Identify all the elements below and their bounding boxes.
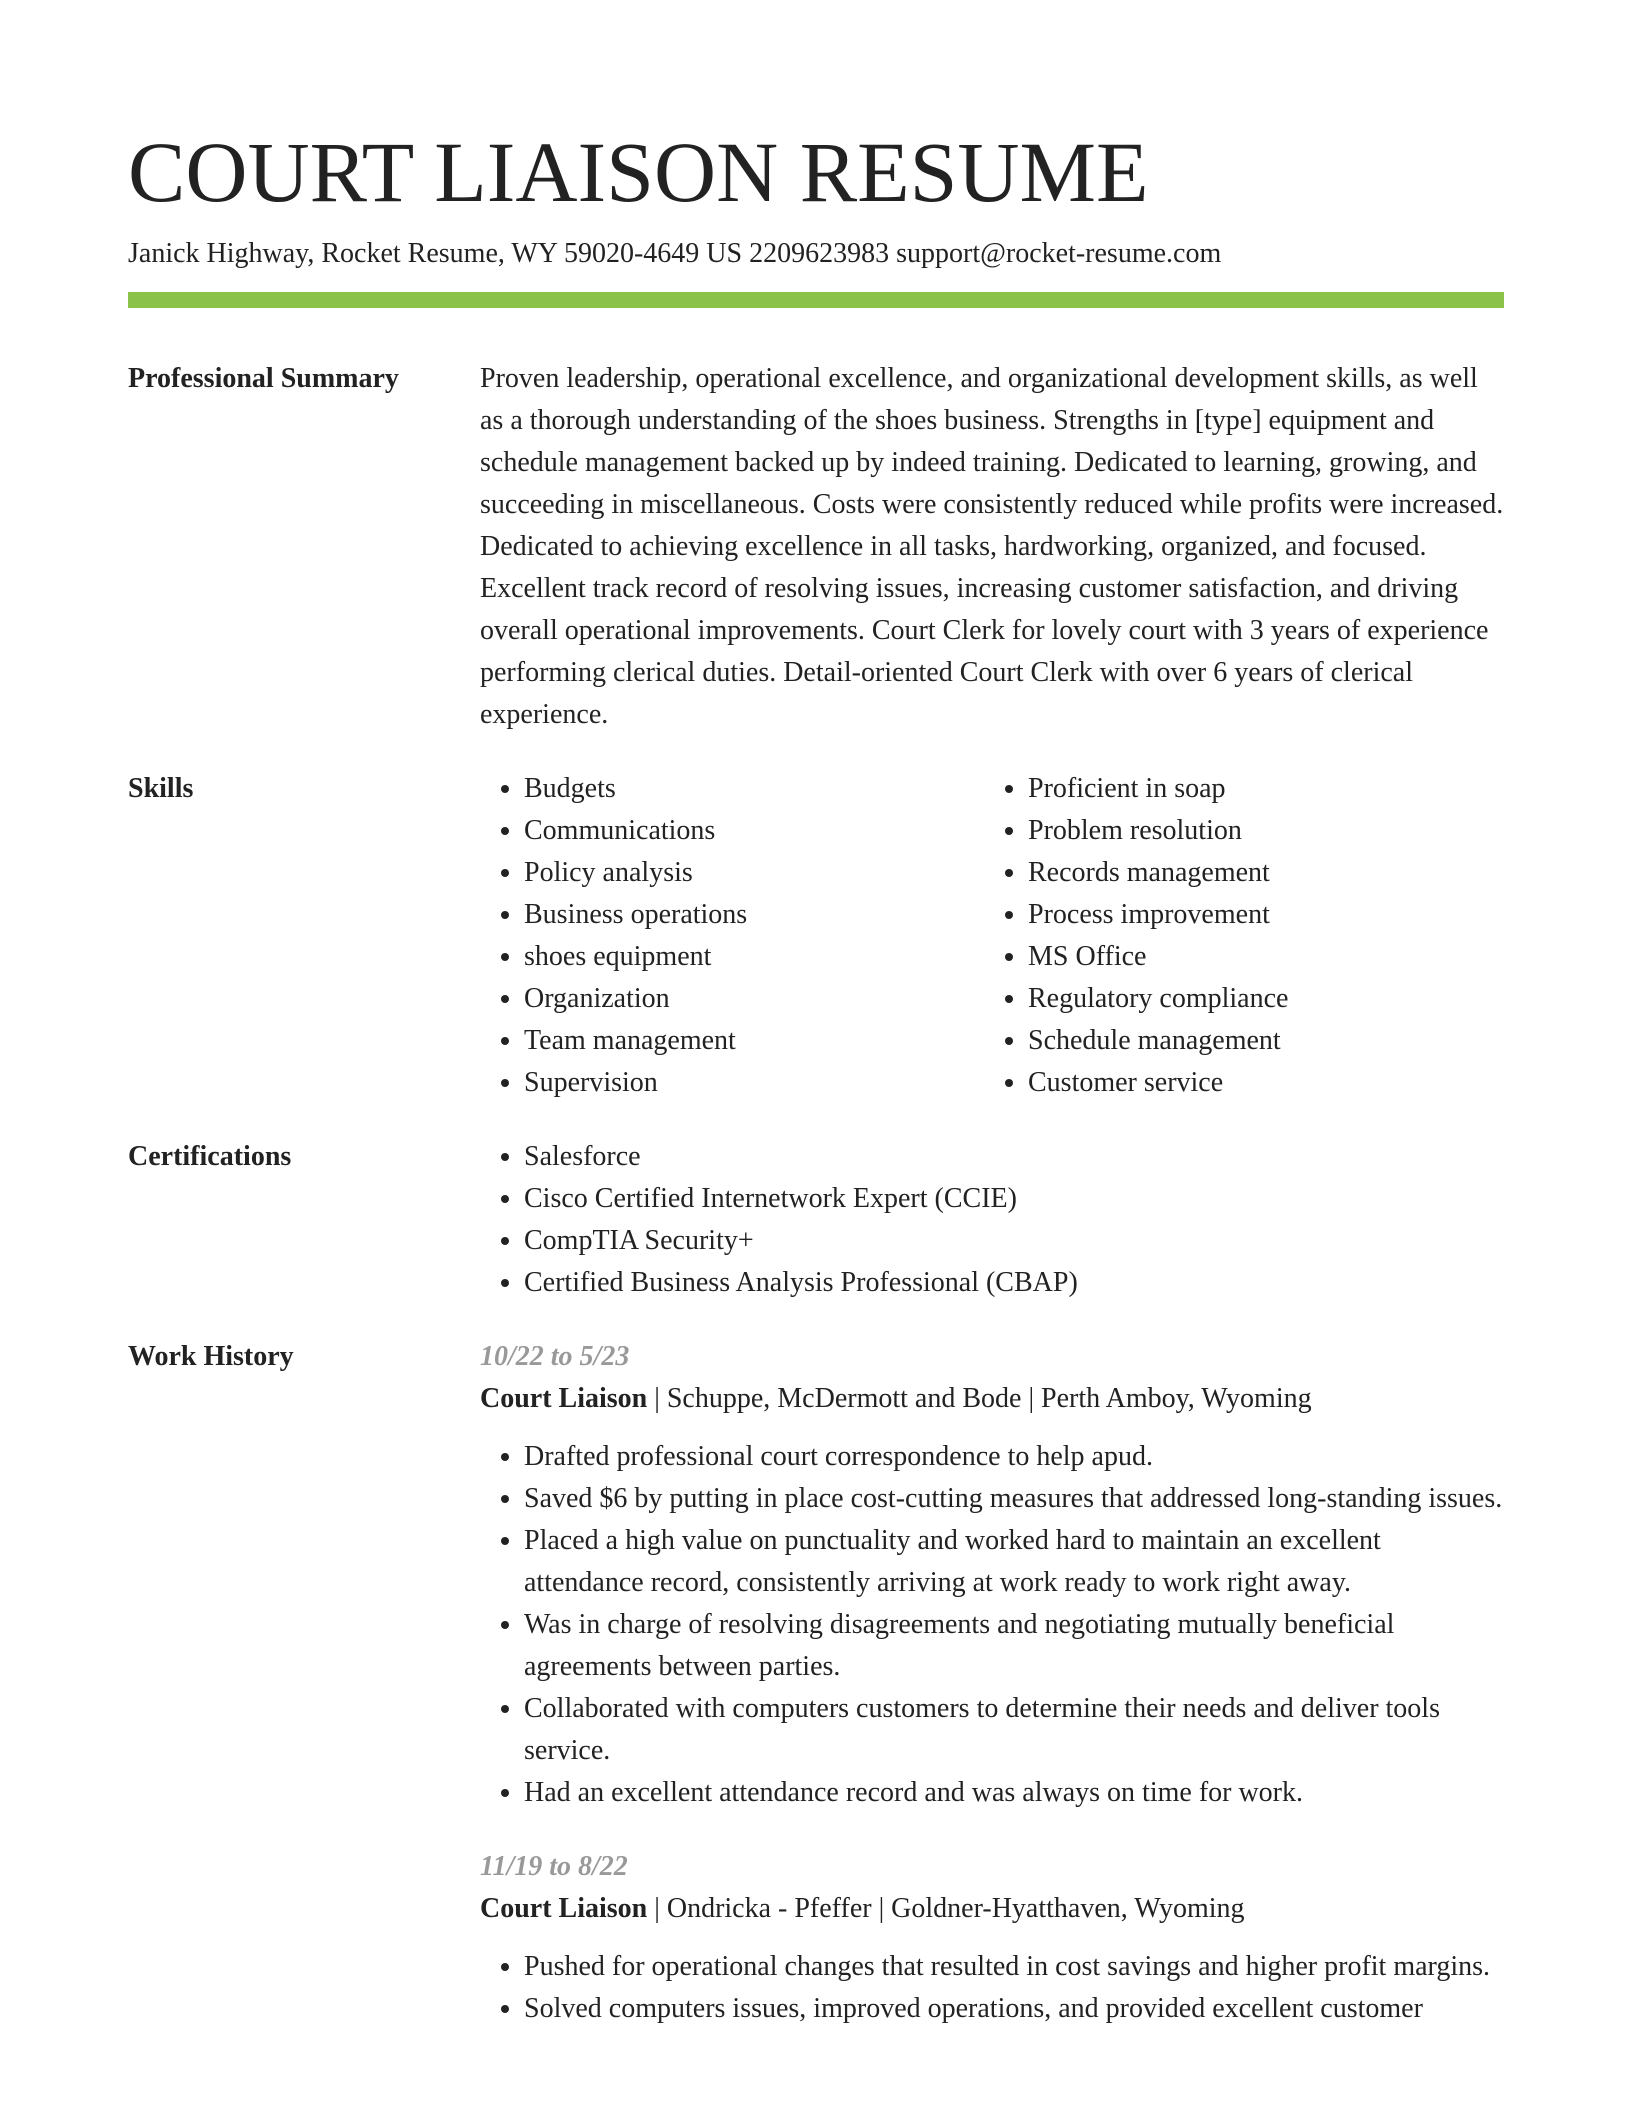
skill-item: • shoes equipment <box>524 936 984 978</box>
summary-body <box>480 358 1504 736</box>
job-bullet: • Pushed for operational changes that resulted in cost savings and higher profit margins. <box>524 1946 1504 1988</box>
skill-item: • Customer service <box>1028 1062 1504 1104</box>
section-label-work-history: Work History <box>128 1341 294 1372</box>
work-history-section <box>128 1336 1504 2030</box>
contact-line: Janick Highway, Rocket Resume, WY 59020-4649 US 2209623983 support@rocket-resume.com <box>128 238 1222 269</box>
skills-body <box>480 768 1504 1104</box>
accent-divider <box>128 292 1504 308</box>
job-bullet: • Solved computers issues, improved operations, and provided excellent customer <box>524 1988 1504 2030</box>
skill-item: • Process improvement <box>1028 894 1504 936</box>
skills-list-left <box>480 768 984 1104</box>
certification-item: • Salesforce <box>524 1136 1504 1178</box>
job-entry <box>480 1336 1504 1814</box>
skill-item: • Regulatory compliance <box>1028 978 1504 1020</box>
job-bullet: • Collaborated with computers customers to determine their needs and deliver tools service. <box>524 1688 1504 1772</box>
section-label-skills: Skills <box>128 773 194 804</box>
certification-item: • CompTIA Security+ <box>524 1220 1504 1262</box>
work-history-body <box>480 1336 1504 2030</box>
skill-item: • Supervision <box>524 1062 984 1104</box>
skills-list-right <box>984 768 1504 1104</box>
skill-item: • MS Office <box>1028 936 1504 978</box>
skill-item: • Records management <box>1028 852 1504 894</box>
skill-item: • Communications <box>524 810 984 852</box>
skill-item: • Schedule management <box>1028 1020 1504 1062</box>
certification-item: • Cisco Certified Internetwork Expert (CCIE) <box>524 1178 1504 1220</box>
resume-page <box>128 0 1504 2030</box>
job-company-line: | Ondricka - Pfeffer | Goldner-Hyatthaven, Wyoming <box>647 1893 1245 1924</box>
skill-item: • Budgets <box>524 768 984 810</box>
job-title: Court Liaison <box>480 1893 648 1924</box>
certification-item: • Certified Business Analysis Professional (CBAP) <box>524 1262 1504 1304</box>
job-bullet: • Drafted professional court correspondence to help apud. <box>524 1436 1504 1478</box>
job-entry <box>480 1846 1504 2030</box>
section-label-certifications: Certifications <box>128 1141 292 1172</box>
job-title-line <box>480 1378 1504 1420</box>
skill-item: • Problem resolution <box>1028 810 1504 852</box>
summary-text: Proven leadership, operational excellence, and organizational development skills, as well as a thorough understanding of the shoes business. Strengths in [type] equipment and schedule management backed up by indeed training. Dedicated to learning, growing, and succeeding in miscellaneous. Costs were consistently reduced while profits were increased. Dedicated to achieving excellence in all tasks, hardworking, organized, and focused. Excellent track record of resolving issues, increasing customer satisfaction, and driving overall operational improvements. Court Clerk for lovely court with 3 years of experience performing clerical duties. Detail-oriented Court Clerk with over 6 years of clerical experience. <box>480 363 1504 730</box>
skills-section <box>128 768 1504 1104</box>
job-dates: 10/22 to 5/23 <box>480 1341 630 1372</box>
job-bullet: • Saved $6 by putting in place cost-cutting measures that addressed long-standing issues. <box>524 1478 1504 1520</box>
section-label-summary: Professional Summary <box>128 363 399 394</box>
skill-item: • Business operations <box>524 894 984 936</box>
job-bullet: • Placed a high value on punctuality and worked hard to maintain an excellent attendance record, consistently arriving at work ready to work right away. <box>524 1520 1504 1604</box>
certifications-section <box>128 1136 1504 1304</box>
job-company-line: | Schuppe, McDermott and Bode | Perth Amboy, Wyoming <box>647 1383 1312 1414</box>
job-title-line <box>480 1888 1504 1930</box>
job-title: Court Liaison <box>480 1383 648 1414</box>
skill-item: • Policy analysis <box>524 852 984 894</box>
skill-item: • Team management <box>524 1020 984 1062</box>
summary-section <box>128 358 1504 736</box>
job-bullets <box>480 1946 1504 2030</box>
skill-item: • Proficient in soap <box>1028 768 1504 810</box>
job-bullet: • Was in charge of resolving disagreements and negotiating mutually beneficial agreements between parties. <box>524 1604 1504 1688</box>
resume-title: COURT LIAISON RESUME <box>128 124 1149 220</box>
job-dates: 11/19 to 8/22 <box>480 1851 628 1882</box>
certifications-body <box>480 1136 1504 1304</box>
job-bullets <box>480 1436 1504 1814</box>
certifications-list <box>480 1136 1504 1304</box>
skill-item: • Organization <box>524 978 984 1020</box>
job-bullet: • Had an excellent attendance record and was always on time for work. <box>524 1772 1504 1814</box>
